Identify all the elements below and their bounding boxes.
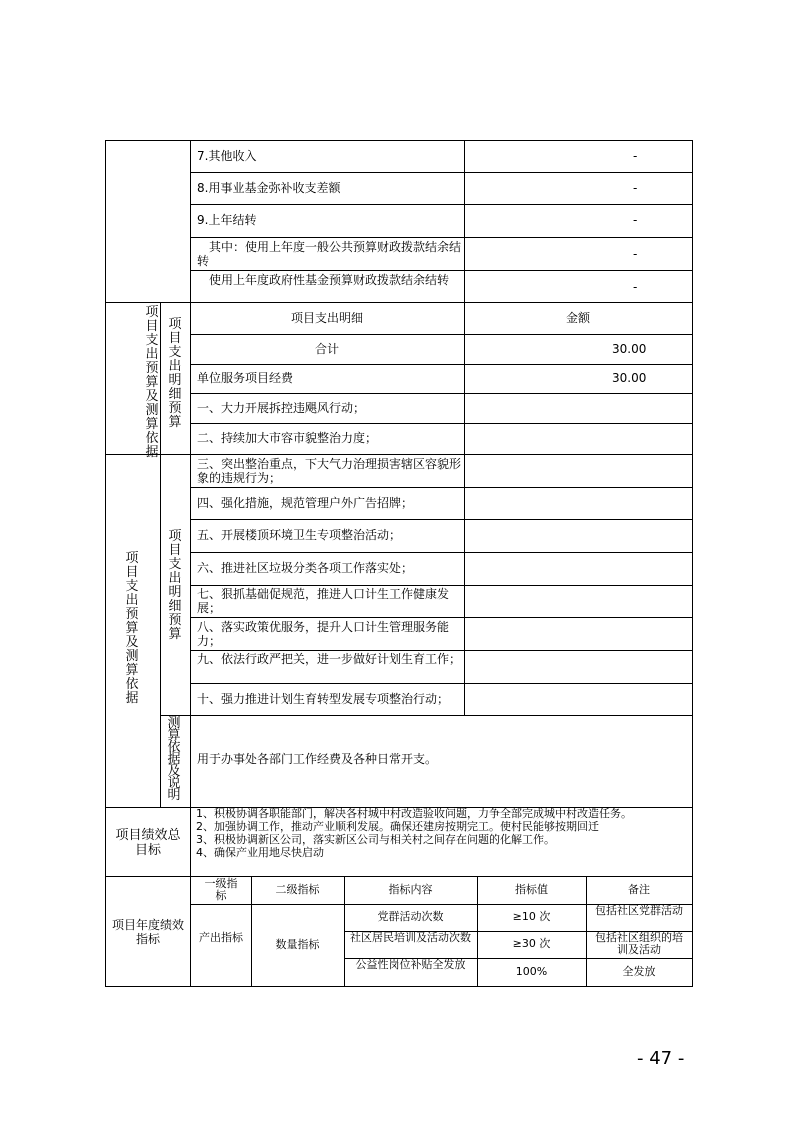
table-top-border [105,140,693,141]
budget-total-label: 合计 [314,342,339,356]
funding-row-label: 9.上年结转 [197,213,257,227]
budget-total-amount: 30.00 [612,342,647,356]
header-value: 指标值 [515,883,548,896]
budget-row-label: 十、强力推进计划生育转型发展专项整治行动； [197,692,450,706]
goal-item: 4、确保产业用地尽快启动 [196,846,324,859]
indicator-content: 社区居民培训及活动次数 [350,931,471,944]
budget-row-label: 八、落实政策优服务，提升人口计生管理服务能力； [197,620,450,648]
goals-label: 项目绩效总目标 [115,828,181,858]
budget-section-label-top: 项目支出预算及测算依据 [145,305,159,460]
budget-row-label: 四、强化措施，规范管理户外广告招牌； [197,496,414,510]
goal-item: 2、加强协调工作，推动产业顺利发展。确保还建房按期完工。使村民能够按期回迁 [196,820,599,833]
indicator-value: ≥10 次 [512,910,551,923]
header-note: 备注 [628,883,650,896]
indicator-value: ≥30 次 [512,937,551,950]
funding-row-label: 7.其他收入 [197,149,257,163]
indicator-content: 党群活动次数 [377,910,444,923]
budget-row-label: 三、突出整治重点，下大气力治理损害辖区容貌形象的违规行为； [197,457,462,485]
funding-row-amount: - [633,280,638,294]
header-level2: 二级指标 [275,883,320,896]
budget-row-label: 二、持续加大市容市貌整治力度； [197,431,378,445]
funding-row-amount: - [633,149,638,163]
table-bottom-border [105,986,693,987]
goal-item: 3、积极协调新区公司，落实新区公司与相关村之间存在问题的化解工作。 [196,833,555,846]
indicator-note: 包括社区党群活动 [595,904,683,917]
indicator-value: 100% [515,965,548,978]
page-number: - 47 - [637,1048,685,1069]
level2-value: 数量指标 [275,938,320,951]
indicator-note: 全发放 [622,965,656,978]
budget-row-label: 七、狠抓基础促规范，推进人口计生工作健康发展； [197,587,450,615]
level1-value: 产出指标 [199,931,243,944]
budget-row-label: 一、大力开展拆控违飓风行动； [197,401,366,415]
budget-sub-label: 项目支出明细预算 [168,529,182,642]
header-level1: 一级指标 [204,877,238,902]
funding-row-label: 8.用事业基金弥补收支差额 [197,181,341,195]
indicator-content: 公益性岗位补贴全发放 [355,958,466,971]
budget-row-amount: 30.00 [612,371,647,385]
table-right-border [692,140,693,987]
funding-row-amount: - [633,213,638,227]
indicators-label: 项目年度绩效指标 [111,918,184,946]
table-left-border [105,140,106,987]
funding-row-label: 使用上年度政府性基金预算财政拨款结余结转 [209,273,450,287]
goals-list [196,808,690,859]
budget-sub-label-top: 项目支出明细预算 [168,317,182,430]
budget-row-label: 六、推进社区垃圾分类各项工作落实处； [197,561,414,575]
basis-text: 用于办事处各部门工作经费及各种日常开支。 [197,752,438,766]
basis-label: 测算依据及说明 [167,716,181,803]
funding-row-amount: - [633,181,638,195]
budget-row-label: 五、开展楼顶环境卫生专项整治活动； [197,528,402,542]
funding-row-label: 其中：使用上年度一般公共预算财政拨款结余结转 [197,240,462,268]
indicator-note: 包括社区组织的培训及活动 [595,931,683,956]
budget-row-label: 单位服务项目经费 [197,371,294,385]
budget-header-item: 项目支出明细 [290,311,363,325]
header-content: 指标内容 [388,883,433,896]
budget-header-amount: 金额 [565,311,590,325]
budget-row-label: 九、依法行政严把关，进一步做好计划生育工作； [197,652,462,666]
goal-item: 1、积极协调各职能部门，解决各村城中村改造验收问题，力争全部完成城中村改造任务。 [196,807,632,820]
budget-section-label: 项目支出预算及测算依据 [125,551,139,706]
funding-row-amount: - [633,247,638,261]
